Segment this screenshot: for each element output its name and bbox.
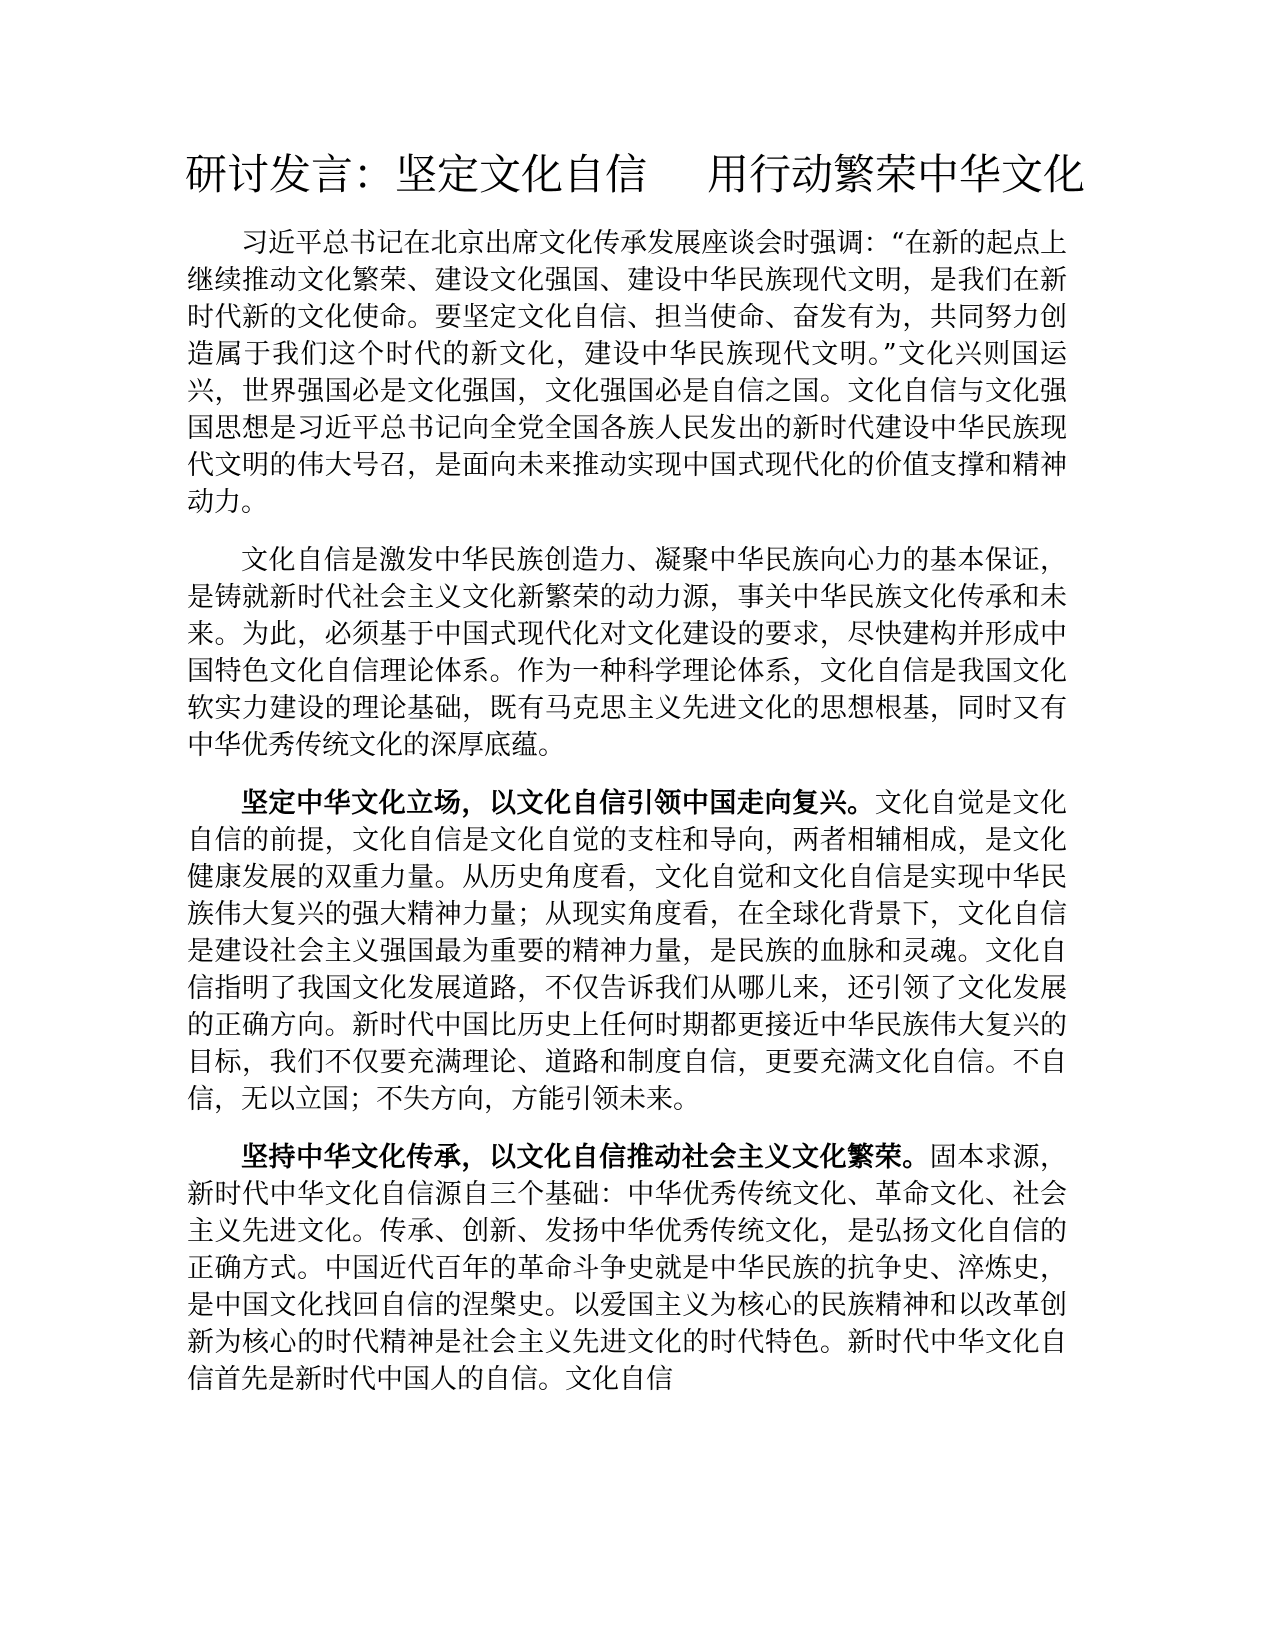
- paragraph-3: [187, 785, 1067, 1118]
- paragraph-2: [187, 542, 1067, 764]
- paragraph-text: 固本求源，新时代中华文化自信源自三个基础：中华优秀传统文化、革命文化、社会主义先进文化。传承、创新、发扬中华优秀传统文化，是弘扬文化自信的正确方式。中国近代百年的革命斗争史就是中华民族的抗争史、淬炼史，是中国文化找回自信的涅槃史。以爱国主义为核心的民族精神和以改革创新为核心的时代精神是社会主义先进文化的时代特色。新时代中华文化自信首先是新时代中国人的自信。文化自信: [187, 1142, 1068, 1395]
- paragraph-1: [187, 225, 1067, 521]
- paragraph-lead: 坚持中华文化传承，以文化自信推动社会主义文化繁荣。: [241, 1142, 930, 1173]
- title-part-1: 研讨发言：坚定文化自信: [185, 150, 648, 199]
- paragraph-4: [187, 1139, 1067, 1398]
- paragraph-lead: 坚定中华文化立场，以文化自信引领中国走向复兴。: [241, 788, 875, 819]
- document-title: [185, 148, 1085, 202]
- paragraph-text: 文化自觉是文化自信的前提，文化自信是文化自觉的支柱和导向，两者相辅相成，是文化健康发展的双重力量。从历史角度看，文化自觉和文化自信是实现中华民族伟大复兴的强大精神力量；从现实角度看，在全球化背景下，文化自信是建设社会主义强国最为重要的精神力量，是民族的血脉和灵魂。文化自信指明了我国文化发展道路，不仅告诉我们从哪儿来，还引领了文化发展的正确方向。新时代中国比历史上任何时期都更接近中华民族伟大复兴的目标，我们不仅要充满理论、道路和制度自信，更要充满文化自信。不自信，无以立国；不失方向，方能引领未来。: [187, 788, 1068, 1115]
- paragraph-text: 习近平总书记在北京出席文化传承发展座谈会时强调：“在新的起点上继续推动文化繁荣、建设文化强国、建设中华民族现代文明，是我们在新时代新的文化使命。要坚定文化自信、担当使命、奋发有为，共同努力创造属于我们这个时代的新文化，建设中华民族现代文明。”文化兴则国运兴，世界强国必是文化强国，文化强国必是自信之国。文化自信与文化强国思想是习近平总书记向全党全国各族人民发出的新时代建设中华民族现代文明的伟大号召，是面向未来推动实现中国式现代化的价值支撑和精神动力。: [187, 228, 1067, 518]
- paragraph-text: 文化自信是激发中华民族创造力、凝聚中华民族向心力的基本保证，是铸就新时代社会主义文化新繁荣的动力源，事关中华民族文化传承和未来。为此，必须基于中国式现代化对文化建设的要求，尽快建构并形成中国特色文化自信理论体系。作为一种科学理论体系，文化自信是我国文化软实力建设的理论基础，既有马克思主义先进文化的思想根基，同时又有中华优秀传统文化的深厚底蕴。: [187, 545, 1067, 761]
- document-body: [187, 225, 1067, 1419]
- title-part-2: 用行动繁荣中华文化: [707, 150, 1086, 199]
